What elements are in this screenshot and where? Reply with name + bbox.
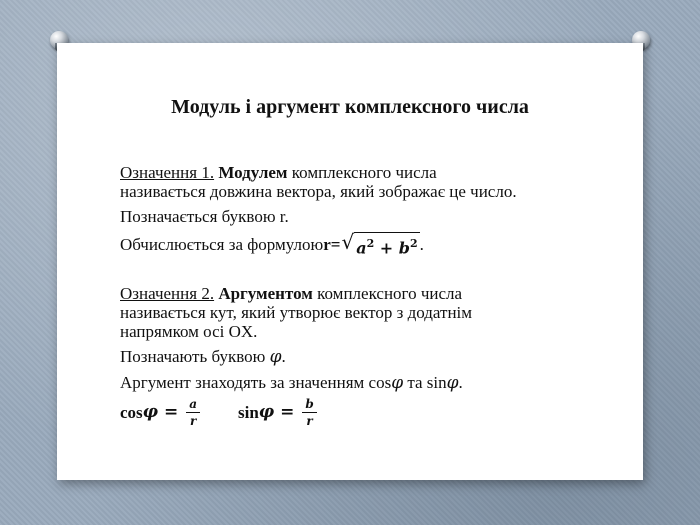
formula-lhs: r=	[323, 235, 341, 255]
radicand	[354, 232, 419, 257]
exponent-b: 2	[409, 237, 418, 250]
definition-2-term: Аргументом	[218, 284, 313, 304]
argument-method	[120, 373, 620, 393]
cos-function: cos	[120, 403, 143, 423]
phi-symbol: φ	[269, 347, 282, 368]
definition-1-term: Модулем	[218, 163, 288, 182]
definition-2-axis: напрямком осі OX.	[120, 322, 258, 342]
formula-prefix: Обчислюється за формулою	[120, 235, 324, 255]
square-root	[341, 232, 419, 257]
sin-formula	[238, 397, 317, 428]
definition-2-continued: називається кут, який утворює вектор з додатнім	[120, 303, 473, 323]
radicand-a: a	[356, 238, 367, 258]
radical-sign: √	[341, 230, 355, 254]
slide	[57, 43, 643, 480]
argument-method-end: .	[458, 373, 463, 393]
modulus-formula-line	[120, 232, 620, 257]
slide-content	[120, 163, 620, 428]
sin-phi-equals: φ =	[258, 402, 295, 423]
exponent-a: 2	[366, 237, 375, 250]
sin-denominator: r	[306, 414, 313, 429]
definition-2-line	[120, 284, 620, 303]
modulus-notation: Позначається буквою r.	[120, 207, 289, 226]
cos-formula	[120, 397, 200, 428]
argument-notation-prefix: Позначають буквою	[120, 347, 270, 367]
cos-numerator: a	[186, 397, 200, 413]
definition-1-line	[120, 163, 620, 182]
plus-sign: +	[374, 238, 399, 258]
definition-2-text: комплексного числа	[312, 284, 463, 304]
formula-end: .	[419, 235, 424, 255]
cos-fraction	[186, 397, 200, 428]
definition-1-text: комплексного числа	[287, 163, 437, 182]
slide-title: Модуль і аргумент комплексного числа	[171, 96, 529, 118]
definition-2-label: Означення 2.	[120, 284, 215, 304]
cos-phi-equals: φ =	[142, 402, 179, 423]
phi-symbol: φ	[446, 373, 459, 394]
sin-function: sin	[238, 403, 259, 423]
cos-denominator: r	[189, 414, 197, 429]
argument-method-prefix: Аргумент знаходять за значенням cos	[120, 373, 392, 393]
argument-notation	[120, 347, 620, 367]
definition-1-label: Означення 1.	[120, 163, 215, 182]
radicand-b: b	[398, 238, 410, 258]
definition-1-continued: називається довжина вектора, який зображає це число.	[120, 182, 517, 201]
sin-fraction	[302, 397, 316, 428]
phi-symbol: φ	[391, 373, 404, 394]
argument-notation-end: .	[281, 347, 286, 367]
trig-formulas	[120, 397, 620, 428]
sin-numerator: b	[302, 397, 316, 413]
argument-method-mid: та sin	[403, 373, 447, 393]
